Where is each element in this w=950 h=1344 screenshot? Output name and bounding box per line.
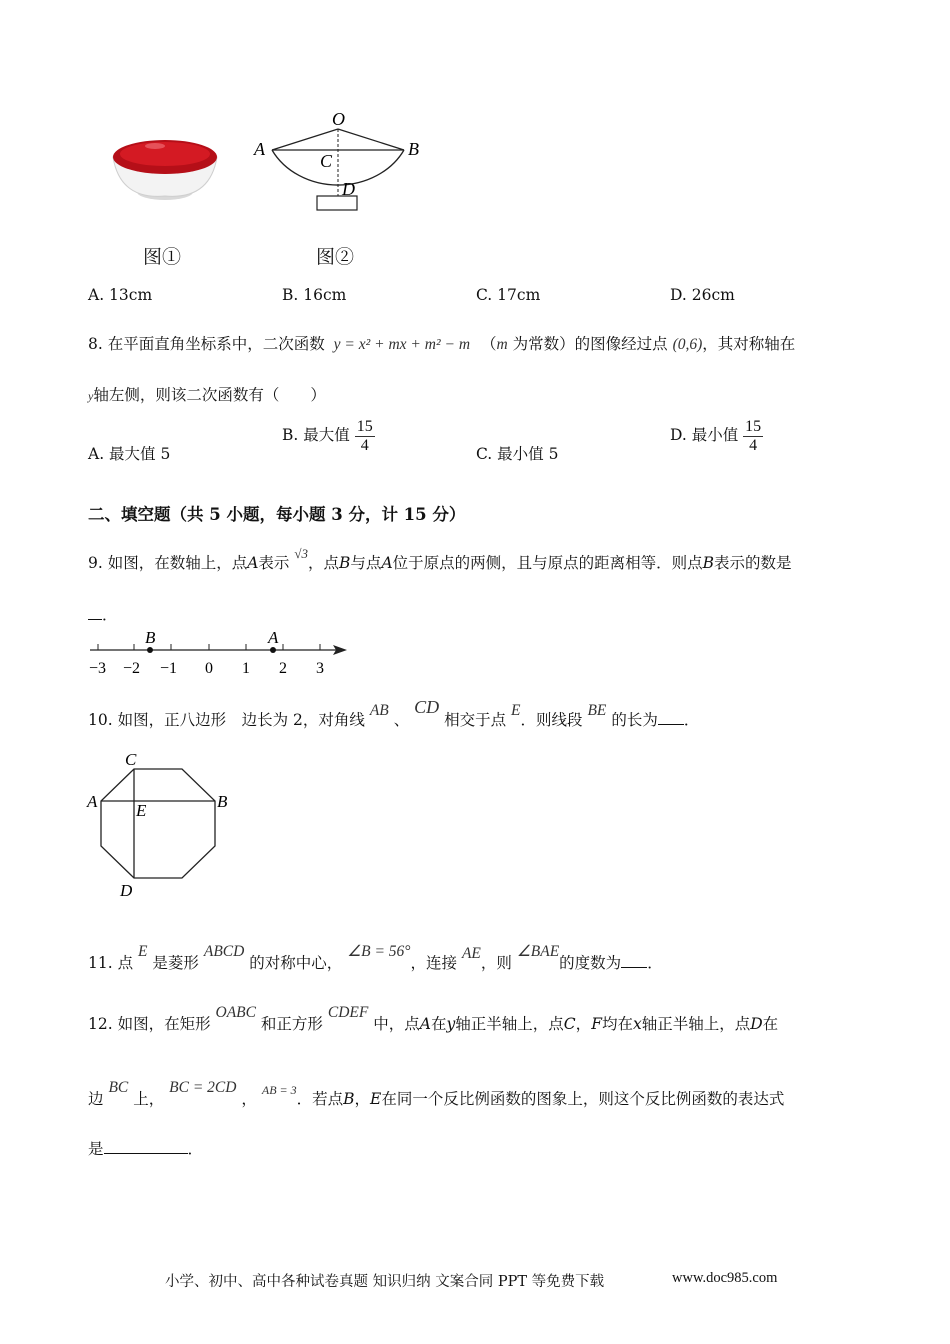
bowl-photo — [100, 130, 230, 210]
q12-y: y — [446, 1015, 456, 1033]
q12-comma-2: ， — [354, 1090, 371, 1108]
label-A: A — [254, 139, 265, 159]
number-line — [85, 628, 355, 680]
q12-line3 — [88, 1137, 203, 1159]
line-OB — [338, 129, 404, 150]
label-O: O — [332, 109, 345, 129]
q12-comma: ， — [575, 1015, 592, 1033]
q9-A: A — [247, 554, 259, 572]
q12-C: C — [563, 1015, 576, 1033]
q11-angle: ∠B = 56° — [347, 943, 411, 960]
q12-D: D — [750, 1015, 763, 1033]
q12-line2-text-5: 在同一个反比例函数的图象上，则这个反比例函数的表达式 — [381, 1090, 785, 1108]
label-C: C — [320, 151, 333, 171]
footer-text: 小学、初中、高中各种试卷真题 知识归纳 文案合同 PPT 等免费下载 — [165, 1274, 605, 1290]
q8-point: (0,6) — [672, 336, 703, 353]
q11-E: E — [138, 943, 148, 960]
q11-text-4: ，连接 — [410, 954, 458, 972]
q10-end: ． — [683, 711, 700, 729]
q8-option-d-den: 4 — [749, 436, 758, 454]
tick-label-1: 1 — [242, 660, 250, 677]
q12-eq2: AB = 3 — [261, 1083, 297, 1097]
q8-line2 — [88, 383, 326, 405]
q12-line1 — [88, 1004, 779, 1034]
q12-E: E — [370, 1090, 382, 1108]
q9-answer-blank[interactable] — [88, 605, 102, 620]
q12-answer-blank[interactable] — [104, 1139, 188, 1154]
q9-line2 — [88, 603, 118, 625]
q8-text-2: 为常数）的图像经过点 — [512, 335, 668, 353]
q7-option-a: A. 13cm — [88, 286, 153, 304]
q10-text-3: ．则线段 — [520, 711, 583, 729]
q9-line1 — [88, 546, 792, 573]
q12-line2-text-2: 上， — [133, 1090, 165, 1108]
q10-text-1: 10. 如图，正八边形 边长为 2，对角线 — [88, 711, 365, 729]
q11-text-5: ，则 — [480, 954, 512, 972]
q7-option-b: B. 16cm — [282, 286, 347, 304]
octagon-label-A: A — [87, 792, 98, 811]
q8-paren: （ — [480, 335, 497, 353]
q7-option-d: D. 26cm — [670, 286, 735, 304]
q12-line2-text-4: ．若点 — [296, 1090, 344, 1108]
q12-x: x — [632, 1015, 642, 1033]
footer-url[interactable]: www.doc985.com — [672, 1270, 778, 1286]
point-A-label: A — [268, 628, 279, 647]
q12-line2-text-1: 边 — [88, 1090, 104, 1108]
octagon-label-D: D — [120, 881, 133, 900]
q11-AE: AE — [461, 945, 481, 962]
q8-option-d-text: D. 最小值 — [670, 426, 739, 445]
q8-text-4: 轴左侧，则该二次函数有（ ） — [93, 386, 326, 404]
q8-option-b-num: 15 — [356, 418, 373, 435]
bowl-diagram — [250, 105, 430, 215]
q9-text-4: 与点 — [350, 554, 382, 572]
q12-text-7: 轴正半轴上，点 — [641, 1015, 751, 1033]
q8-m: m — [496, 336, 508, 353]
tick-label-2: 2 — [279, 660, 287, 677]
q12-text-3: 中，点 — [373, 1015, 420, 1033]
q11-end: ． — [647, 954, 663, 972]
q8-option-d — [670, 418, 763, 454]
q10-CD: CD — [414, 697, 440, 717]
q10-E: E — [511, 702, 521, 719]
q10-BE: BE — [587, 702, 607, 719]
q8-option-d-fraction — [743, 418, 763, 454]
q9-text-1: 9. 如图，在数轴上，点 — [88, 554, 248, 572]
line-OA — [272, 129, 338, 150]
octagon-label-B: B — [217, 792, 228, 811]
q8-option-d-num: 15 — [745, 418, 762, 435]
octagon-label-C: C — [125, 750, 137, 769]
tick-label-0: 0 — [205, 660, 213, 677]
q12-line2 — [88, 1079, 785, 1109]
q9-text-5: 位于原点的两侧，且与原点的距离相等．则点 — [392, 554, 703, 572]
q8-text-3: ，其对称轴在 — [702, 335, 796, 353]
q10-AB: AB — [369, 702, 389, 719]
q11-line — [88, 943, 663, 973]
q10-text-4: 的长为 — [611, 711, 658, 729]
q8-option-b-fraction — [355, 418, 375, 454]
q11-angle2: ∠BAE — [516, 943, 560, 960]
q8-line1 — [88, 332, 795, 354]
section-heading: 二、填空题（共 5 小题，每小题 3 分，计 15 分） — [88, 505, 466, 524]
q9-B: B — [339, 554, 351, 572]
q10-text-2: 相交于点 — [444, 711, 507, 729]
tick-label-3: 3 — [316, 660, 324, 677]
q10-sep: 、 — [393, 711, 410, 729]
q8-option-b-text: B. 最大值 — [282, 426, 350, 445]
q11-text-3: 的对称中心， — [249, 954, 343, 972]
q12-text-1: 12. 如图，在矩形 — [88, 1015, 211, 1033]
q9-end: ． — [102, 606, 118, 624]
q12-BC: BC — [108, 1079, 129, 1096]
octagon — [101, 769, 215, 878]
q12-F: F — [591, 1015, 602, 1033]
q9-A-2: A — [381, 554, 393, 572]
q9-B-2: B — [702, 554, 715, 572]
q12-text-4: 在 — [431, 1015, 447, 1033]
figure-caption-2: 图② — [316, 246, 355, 268]
tick-label-neg3: −3 — [89, 660, 107, 677]
octagon-label-E: E — [136, 801, 147, 820]
q12-line2-text-3: ， — [241, 1090, 257, 1108]
q9-text-6: 表示的数是 — [714, 554, 792, 572]
q7-option-c: C. 17cm — [476, 286, 541, 304]
q8-option-b-den: 4 — [360, 436, 369, 454]
q11-text-2: 是菱形 — [152, 954, 199, 972]
q12-OABC: OABC — [215, 1004, 256, 1021]
q11-text-6: 的度数为 — [559, 954, 622, 972]
q11-ABCD: ABCD — [203, 943, 245, 960]
label-B: B — [408, 139, 419, 159]
q9-sqrt3: √3 — [294, 546, 309, 561]
q12-end: ． — [187, 1140, 204, 1158]
point-B-label: B — [145, 628, 156, 647]
q11-answer-blank[interactable] — [621, 953, 647, 968]
q12-text-6: 均在 — [601, 1015, 633, 1033]
bowl-inside-highlight — [120, 142, 210, 166]
point-A — [270, 647, 276, 653]
octagon-figure — [85, 748, 235, 903]
q12-eq1: BC = 2CD — [169, 1079, 237, 1096]
q9-text-2: 表示 — [258, 554, 290, 572]
q8-text-1: 8. 在平面直角坐标系中，二次函数 — [88, 335, 325, 353]
q12-line3-text-1: 是 — [88, 1140, 104, 1158]
q12-text-2: 和正方形 — [260, 1015, 323, 1033]
point-B — [147, 647, 153, 653]
q11-text-1: 11. 点 — [88, 954, 134, 972]
figure-caption-1: 图① — [143, 246, 182, 268]
bowl-glare — [145, 143, 165, 149]
q12-text-5: 轴正半轴上，点 — [455, 1015, 564, 1033]
q12-A: A — [419, 1015, 431, 1033]
q8-option-b — [282, 418, 375, 454]
q12-B: B — [343, 1090, 355, 1108]
tick-label-neg2: −2 — [123, 660, 141, 677]
q10-answer-blank[interactable] — [658, 710, 684, 725]
q8-option-a: A. 最大值 5 — [88, 445, 171, 463]
q10-line — [88, 697, 700, 730]
q12-text-8: 在 — [762, 1015, 779, 1033]
q12-CDEF: CDEF — [327, 1004, 369, 1021]
q8-formula: y = x² + mx + m² − m — [333, 336, 471, 353]
q8-y: y — [88, 389, 94, 403]
q8-option-c: C. 最小值 5 — [476, 445, 559, 463]
tick-label-neg1: −1 — [160, 660, 178, 677]
q9-text-3: ，点 — [308, 554, 340, 572]
label-D: D — [342, 179, 355, 199]
